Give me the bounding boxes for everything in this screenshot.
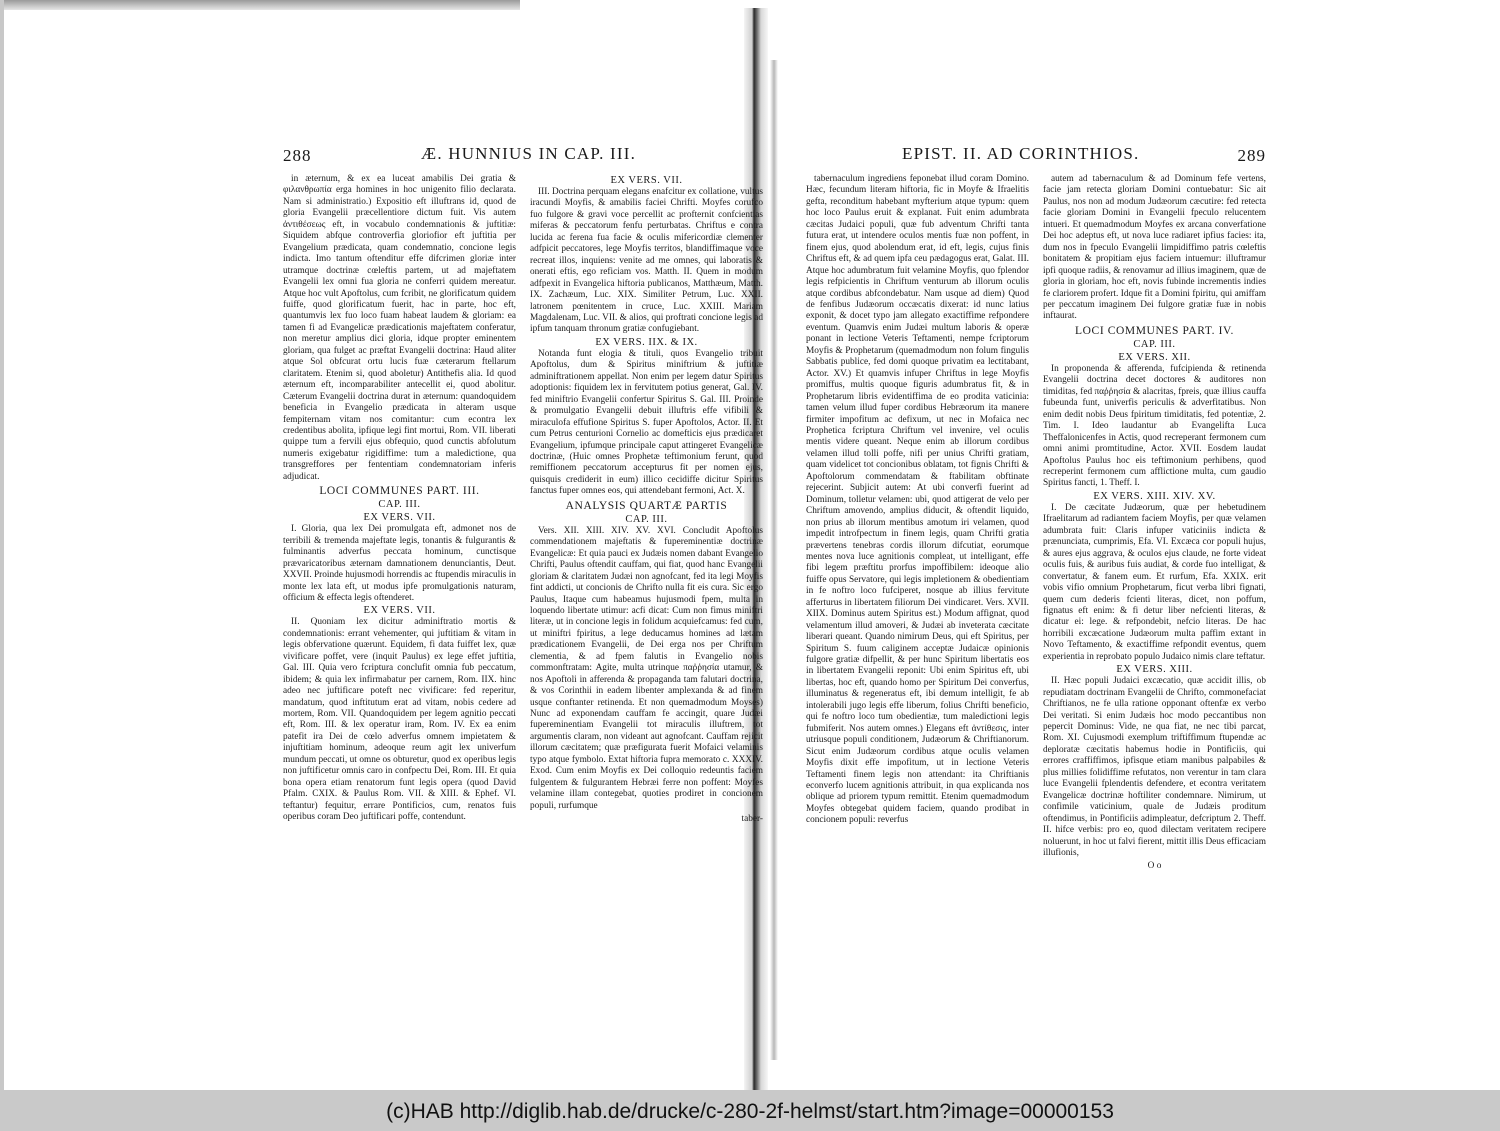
right-page <box>806 140 1266 873</box>
paragraph: tabernaculum ingrediens feponebat illud coram Domino. Hæc, fecundum literam hiftoria, fic in Moyfe & Ifraelitis gefta, reconditum habebant myfterium atque typum: quem hoc loco Paulus eruit & explanat. Fuit enim adumbrata cæcitas Judaici populi, quæ fub adventum Chrifti tanta futura erat, ut intendere oculos mentis fuæ non poffent, in finem ejus, quod abolendum erat, id eft, legis, cujus finis Chriftus eft, & ad quem ipfa ceu pædagogus erat, Galat. III. Atque hoc adumbratum fuit velamine Moyfis, quo fplendor legis refpicientis in Chriftum venturum ab illorum oculis atque cordibus abfcondebatur. Nam usque ad diem) Quod de fenfibus Judæorum occæcatis dixerat: id nunc latius exponit, & docet typo jam allegato exactiffime refpondere eventum. Quamvis enim Judæi multum laboris & operæ ponant in lectione Veteris Teftamenti, nempe fcriptorum Moyfis & Prophetarum (quemadmodum non folum fingulis Sabbatis publice, fed domi quoque privatim ea lectitabant, Actor. XV.) Et quamvis infuper Chriftus in lege Moyfis promiffus, multis quoque figuris adumbratus fit, & in Prophetarum libris evidentiffima de eo prodita vaticinia: tamen velum illud fuper cordibus Hebræorum ita manere firmiter impofitum ac defixum, ut nec in Mofaica nec Prophetica fcriptura Chriftum vel invenire, vel oculis mentis videre queant. Neque enim ab illorum cordibus velamen illud tolli poffe, nifi per unius Chrifti gratiam, quam videlicet tot concionibus oblatam, tot fignis Chrifti & Apoftolorum commendatam & ftabilitam obftinate rejecerint. Subjicit autem: At ubi converfi fuerint ad Dominum, tolletur velamen: ubi, quod attigerat de velo per Chriftum amovendo, amplius diducit, & oftendit liquido, non prius ab illorum mentibus amotum iri velamen, quod impedit introfpectum in finem legis, quam Chrifti gratia prævertens tenebras cordis illorum difcutiat, eorumque mentes nova luce agnitionis compleat, ut intelligant, effe fibi legem præftitu prorfus impoffibilem: ideoque alio fuiffe opus Servatore, qui legis impletionem & obedientiam in fe noftro loco fufciperet, nosque ab illius fervitute afferturus in libertatem filiorum Dei vindicaret. Vers. XVII. XIIX. Dominus autem Spiritus est.) Modum affignat, quod velamentum illud amoveri, & Judæi ab inveterata cæcitate liberari queant. Quando nimirum Deus, qui eft Spiritus, per Spiritum S. fuum caliginem acceptæ Judaicæ opinionis fulgore gratiæ difpellit, & per hunc Spiritum libertatis eos in libertatem Evangelii reponit: Ubi enim Spiritus eft, ubi libertas, hoc eft, quando homo per Spiritum Dei converfus, illuminatus & regeneratus eft, ibi demum intelligit, fe ab intolerabili jugo legis effe liberum, folius Chrifti beneficio, qui fe noftro loco tum obedientiæ, tum maledictioni legis fubmiferit. Nos autem omnes.) Elegans eft ἀντίθεσις, inter utriusque populi conditionem, Judæorum & Chriftianorum. Sicut enim Judæorum cordibus atque oculis velamen Moyfis dixit effe impofitum, ut in lectione Veteris Teftamenti finem legis non attendant: ita Chriftianis econverfo lucem agnitionis attribuit, in qua explicanda nos oblique ad priorem typum remittit. Etenim quemadmodum Moyfes obtegebat quidem faciem, quando prodibat in concionem populi: reverfus <box>806 174 1029 826</box>
subheading: CAP. III. <box>378 499 421 511</box>
paragraph: III. Doctrina perquam elegans enafcitur ex collatione, vultus iracundi Moyfis, & amabilis faciei Chrifti. Moyfes corufco fuo fulgore & gravi voce percellit ac profternit confcientias miferas & peccatorum fenfu perturbatas. Chriftus e contra lucida ac ferena fua facie & oculis mifericordiæ clementer adfpicit peccatores, lege Moyfis territos, blandiffimaque voce recreat illos, inquiens: venite ad me omnes, qui laboratis & onerati eftis, ego reficiam vos. Matth. II. Quem in modum adfpexit in Evangelica hiftoria publicanos, Matthæum, Matth. IX. Zachæum, Luc. XIX. Similiter Petrum, Luc. XXII. latronem pœnitentem in cruce, Luc. XXIII. Mariam Magdalenam, Luc. VII. & alios, qui proftrati concione legis ad ipfum tanquam thronum gratiæ confugiebant. <box>530 187 763 335</box>
subheading: EX VERS. VII. <box>610 175 683 186</box>
left-column-1 <box>283 174 516 824</box>
paragraph: I. Gloria, qua lex Dei promulgata eft, admonet nos de terribili & tremenda majeftate legis, tonantis & fulgurantis & fulminantis adverfus peccata hominum, cunctisque prævaricatoribus æternam damnationem denunciantis, Deut. XXVII. Proinde hujusmodi horrendis ac ftupendis miraculis in monte lex lata eft, ut modus ipfe promulgationis naturam, officium & effecta legis oftenderet. <box>283 524 516 603</box>
paragraph: Vers. XII. XIII. XIV. XV. XVI. Concludit Apoftolus commendationem majeftatis & fupereminentiæ doctrinæ Evangelicæ: Et quia pauci ex Judæis nomen dabant Evangelio Chrifti, Paulus oftendit cauffam, qui fiat, quod hanc Evangelii gloriam & claritatem Judæi non agnofcant, fed ita legi Moyfis fint addicti, ut concionis de Chrifto nulla fit eis cura. Sic ergo Paulus, Itaque cum habeamus hujusmodi fpem, multa in loquendo libertate utimur: acfi dicat: Cum non fimus miniftri literæ, ut in concione legis in folidum acquiefcamus: fed cum, ut miniftri fpiritus, a lege deducamus homines ad lætam prædicationem Evangelii, de Dei erga nos per Chriftum clementia, & ad fpem falutis in Evangelio nobis commonftratam: Agite, multa utrinque παῤῥησία utamur, & nos Apoftoli in afferenda & propaganda tam falutari doctrina, & vos Corinthii in eadem libenter amplexanda & ad finem usque conftanter retinenda. Et non quemadmodum Moyses) Nunc ad exponendam cauffam fe accingit, quare Judæi fupereminentiam Evangelii tot miraculis illuftrem, tot argumentis claram, non videant aut agnofcant. Cauffam rejicit illorum cæcitatem; quæ præfigurata fuerit Mofaici velaminis typo atque fymbolo. Extat hiftoria fupra memorato c. XXXIV. Exod. Cum enim Moyfis ex Dei colloquio redeuntis faciem fulgentem & fulgurantem Hebræi ferre non poffent: Moyfes velamine illam contegebat, quoties prodiret in concionem populi, rurfumque <box>530 525 763 811</box>
paragraph: Notanda funt elogia & tituli, quos Evangelio tribuit Apoftolus, dum & Spiritus miniftrium & juftitiæ adminiftrationem appellat. Non enim per legem datur Spiritus adoptionis: fiquidem lex in fervitutem potius generat, Gal. IV. fed miniftrio Evangelii confertur Spiritus S. Gal. III. Proinde & promulgatio Evangelii debuit illuftris effe vifibili & miraculofa effufione Spiritus S. fuper Apoftolos, Actor. II. Et cum Petrus centurioni Cornelio ac domefticis ejus prædicaret Evangelium, ipfumque principale caput attingeret Evangelicæ doctrinæ, (Huic omnes Prophetæ teftimonium ferunt, quod remiffionem peccatorum accepturus fit per nomen ejus, quisquis crediderit in eum) illico cecidiffe dicitur Spiritus fanctus fuper omnes eos, qui attendebant fermoni, Act. X. <box>530 348 763 497</box>
section-heading: LOCI COMMUNES PART. IV. <box>1075 324 1234 337</box>
left-column-2 <box>530 174 763 826</box>
right-column-1 <box>806 174 1029 827</box>
left-page <box>283 140 763 826</box>
subheading: EX VERS. IIX. & IX. <box>595 336 698 348</box>
subheading: EX VERS. XII. <box>1118 351 1191 363</box>
catchword: taber- <box>741 814 763 825</box>
gutter-shadow <box>770 60 778 1060</box>
footer-credit[interactable]: (c)HAB http://diglib.hab.de/drucke/c-280-2f-helmst/start.htm?image=00000153 <box>386 1100 1114 1123</box>
left-page-columns <box>283 174 763 826</box>
subheading: EX VERS. VII. <box>363 605 436 617</box>
right-page-number: 289 <box>1237 146 1266 165</box>
signature-mark: O o <box>1147 861 1162 872</box>
left-running-head <box>283 140 763 174</box>
paragraph: autem ad tabernaculum & ad Dominum fefe vertens, facie jam retecta gloriam Domini contuebatur: Sic ait Paulus, nos non ad modum Judæorum cæcutire: fed retecta facie gloriam Domini in Evangelii fpeculo relucentem intueri. Et quemadmodum Moyfes ex arcana converfatione Dei hoc adeptus eft, ut nova luce radiaret ipfius facies: ita, dum nos in fpeculo Evangelii limpidiffimo patris cœleftis bonitatem & propitiam ejus faciem intuemur: illuftramur ipfi quoque radiis, & renovamur ad illius imaginem, quæ de gloria in gloriam, hoc eft, novis fubinde incrementis indies fe clariorem profert. Idque fit a Domini fpiritu, qui amiffam per peccatum imaginem Dei fulgore gratiæ fuæ in nobis inftaurat. <box>1043 174 1266 322</box>
paragraph: in æternum, & ex ea luceat amabilis Dei gratia & φιλανθρωπία erga homines in hoc unigenito filio declarata. Nam si administratio.) Expositio eft illuftrans id, quod de gloria Evangelii præcellentiore dictum fuit. Vis autem ἀντιθέσεως eft, in vocabulo condemnationis & juftitiæ: Siquidem abfque controverfia gloriofior eft juftitia per Evangelium prædicata, quam condemnatio, concione legis indicta. Imo tantum oftenditur effe difcrimen gloriæ inter utramque doctrinæ cœleftis partem, ut ad majeftatem Evangelii lex omni fua gloria ne conferri quidem mereatur. Atque hoc vult Apoftolus, cum fcribit, ne glorificatum quidem fuiffe, quod glorificatum fuerit, hac in parte, hoc eft, quantumvis lex fuo loco fuam habeat laudem & gloriam: ea tamen fi ad Evangelicæ prædicationis majeftatem conferatur, non meretur amplius dici gloria, idque propter eminentem gloriam, qua fulget ac præftat Evangelii doctrina: Haud aliter atque Sol obfcurat ortu lucis fuæ cæterarum ftellarum claritatem. Etenim si, quod aboletur) Antithefis alia. Id quod æternum eft, incomparabiliter antecellit ei, quod abolitur. Cæterum Evangelii doctrina durat in æternum: quandoquidem beneficia in Evangelio prædicata in alteram usque fempiternam vitam nos comitantur: cum econtra lex credentibus abolita, ipfique legi fint mortui, Rom. VII. liberati quippe tum a fervili ejus obfequio, quod cunctis abfolutum numeris exigebatur rigidiffime: tum a maledictione, qua transgreffores per fententiam condemnatoriam inferis adjudicat. <box>283 174 516 482</box>
subheading: EX VERS. XIII. XIV. XV. <box>1093 490 1216 502</box>
paragraph: II. Hæc populi Judaici excæcatio, quæ accidit illis, ob repudiatam doctrinam Evangelii de Chrifto, commonefaciat Chriftianos, ne fe ulla ratione opponant oftenfæ ex verbo Dei veritati. Si enim Judæis hoc modo peccantibus non pepercit Dominus: Vide, ne qua fiat, ne nec tibi parcat, Rom. XI. Cujusmodi exemplum triftiffimum ftupendæ ac deploratæ cæcitatis habemus hodie in Pontificiis, qui errores craffiffimos, ipfisque etiam manibus palpabiles & plus millies folidiffime refutatos, non verentur in tam clara luce Evangelii fplendentis defendere, et econtra veritatem Evangelicæ doctrinæ hoftiliter condemnare. Nimirum, ut confimile vaticinium, quale de Judæis proditum oftendimus, in Pontificiis adimpleatur, defcriptum 2. Theff. II. hifce verbis: pro eo, quod dilectam veritatem recipere noluerunt, in hoc ut falvi fierent, mittit illis Deus efficaciam illufionis, <box>1043 676 1266 859</box>
scan-left-edge <box>0 0 4 1090</box>
scan-top-edge <box>0 0 520 10</box>
subheading: EX VERS. XIII. <box>1116 664 1193 676</box>
paragraph: II. Quoniam lex dicitur adminiftratio mortis & condemnationis: errant vehementer, qui juftitiam & vitam in legis obfervatione quærunt. Equidem, fi data fuiffet lex, quæ vivificare poffet, vere (inquit Paulus) ex lege effet juftitia, Gal. III. Quia vero fcriptura conclufit omnia fub peccatum, ibidem; & quia lex infirmabatur per carnem, Rom. IIX. hinc adeo nec juftificare poteft nec vivificare: fed reperitur, mandatum, quod inftitutum erat ad vitam, nobis cedere ad mortem, Rom. VII. Quandoquidem per legem agnitio peccati eft, Rom. III. & lex operatur iram, Rom. IV. Ex ea enim patefit ira Dei de cœlo adverfus omnem impietatem & injuftitiam hominum, adeoque reum agit lex univerfum mundum peccati, ut omne os obturetur, quod ex operibus legis non juftificetur omnis caro in confpectu Dei, Rom. III. Et quia bona opera etiam renatorum funt legis opera (quod David Pfalm. CXIX. & Paulus Rom. VII. & XIII. & Ephef. VI. teftantur) fequitur, errare Pontificios, cum, renatos fuis operibus coram Deo juftificari poffe, contendunt. <box>283 617 516 823</box>
subheading: EX VERS. VII. <box>363 512 436 524</box>
right-running-title: EPIST. II. AD CORINTHIOS. <box>902 144 1140 163</box>
right-page-columns <box>806 174 1266 873</box>
paragraph: I. De cæcitate Judæorum, quæ per hebetudinem Ifraelitarum ad radiantem faciem Moyfis, per quæ velamen adumbrata fuit: Claris infuper vaticiniis indicta & prænunciata, cumprimis, Efa. VI. Excæca cor populi hujus, & aures ejus aggrava, & oculos ejus claude, ne forte videat oculis fuis, & auribus fuis audiat, & corde fuo intelligat, & convertatur, & fanem eum. Et rurfum, Efa. XXIX. erit vobis vifio omnium Prophetarum, ficut verba libri fignati, quem cum dederis fcienti literas, dicet, non poffum, fignatus eft enim: & fi detur liber nefcienti literas, & dicatur ei: lege. & refpondebit, nefcio literas. De hac horribili excæcatione Judæorum multa paffim extant in Novo Teftamento, & exactiffime refpondit eventus, quem experientia in reprobato populo Judaico nimis clare teftatur. <box>1043 502 1266 662</box>
left-running-title: Æ. HUNNIUS IN CAP. III. <box>421 144 637 163</box>
section-heading: ANALYSIS QUARTÆ PARTIS <box>565 499 728 512</box>
subheading: CAP. III. <box>1133 338 1176 350</box>
right-column-2 <box>1043 174 1266 873</box>
section-heading: LOCI COMMUNES PART. III. <box>319 485 480 498</box>
subheading: CAP. III. <box>625 513 668 525</box>
left-page-number: 288 <box>283 146 312 165</box>
right-running-head <box>806 140 1266 174</box>
paragraph: In proponenda & afferenda, fufcipienda & retinenda Evangelii doctrina decet doctores & auditores non timiditas, fed παῤῥησία & alacritas, fpreis, quæ illius cauffa fubeunda funt, univerfis periculis & adverfitatibus. Non enim dedit nobis Deus fpiritum timiditatis, fed potentiæ, 2. Tim. I. Ideo laudantur ab Evangelifta Luca Theffalonicenfes in Actis, quod recreperant fermonem cum omni animi promtitudine, Actor. XVII. Eosdem laudat Apoftolus Paulus hoc eis teftimonium perhibens, quod recreperint fermonem cum afflictione multa, cum gaudio Spiritus fancti, 1. Theff. I. <box>1043 363 1266 489</box>
